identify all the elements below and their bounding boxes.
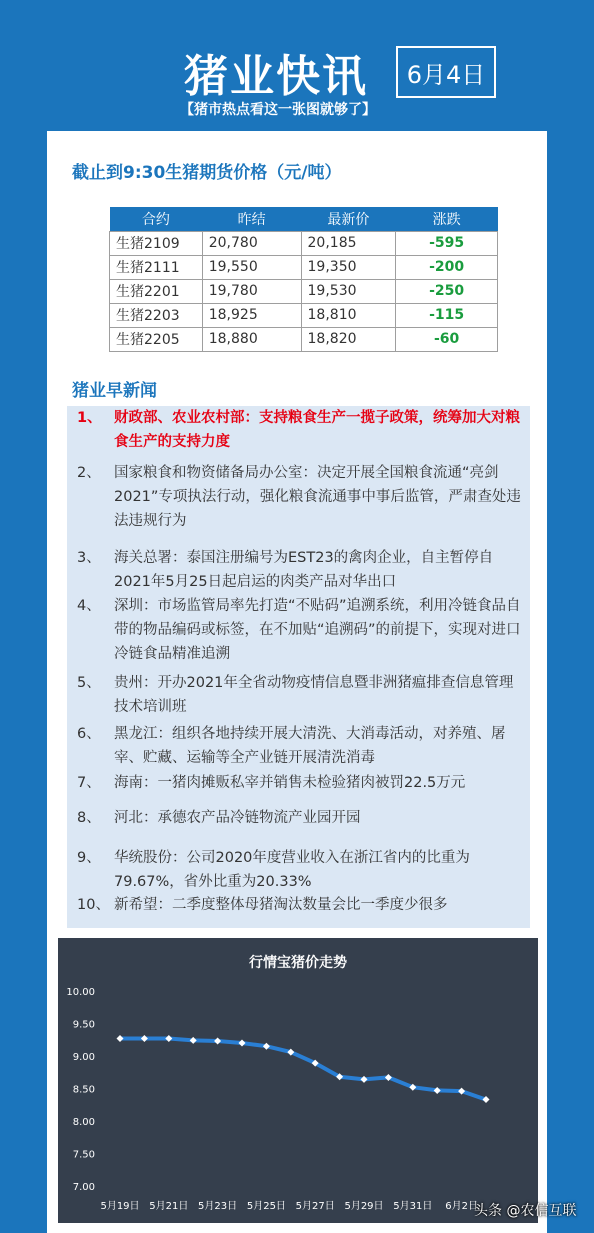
cell-latest-price: 19,530 bbox=[301, 279, 396, 303]
news-item-number: 1、 bbox=[77, 410, 102, 426]
cell-contract: 生猪2111 bbox=[110, 255, 203, 279]
data-point bbox=[361, 1076, 368, 1083]
cell-latest-price: 19,350 bbox=[301, 255, 396, 279]
y-tick-label: 7.50 bbox=[72, 1149, 95, 1161]
table-row bbox=[110, 327, 498, 351]
watermark: 头条 @农信互联 bbox=[474, 1203, 577, 1219]
cell-prev-settle: 19,550 bbox=[202, 255, 301, 279]
cell-contract: 生猪2205 bbox=[110, 327, 203, 351]
cell-prev-settle: 19,780 bbox=[202, 279, 301, 303]
news-section-title: 猪业早新闻 bbox=[72, 381, 157, 401]
news-item-number: 10、 bbox=[77, 897, 110, 913]
table-row bbox=[110, 303, 498, 327]
price-chart-svg bbox=[58, 938, 538, 1223]
news-item-number: 7、 bbox=[77, 775, 101, 791]
y-tick-label: 10.00 bbox=[66, 987, 95, 998]
news-item-number: 9、 bbox=[77, 850, 101, 866]
data-point bbox=[117, 1035, 124, 1042]
cell-prev-settle: 18,880 bbox=[202, 327, 301, 351]
cell-prev-settle: 18,925 bbox=[202, 303, 301, 327]
column-header-contract: 合约 bbox=[110, 207, 203, 231]
cell-contract: 生猪2109 bbox=[110, 231, 203, 255]
news-item bbox=[77, 671, 527, 719]
cell-change: -250 bbox=[396, 279, 498, 303]
news-list bbox=[67, 406, 530, 928]
x-tick-label: 6月2日 bbox=[445, 1201, 478, 1212]
cell-contract: 生猪2201 bbox=[110, 279, 203, 303]
news-item bbox=[77, 771, 527, 795]
column-header-latest-price: 最新价 bbox=[301, 207, 396, 231]
y-tick-label: 8.50 bbox=[72, 1084, 95, 1096]
page-subtitle: 【猪市热点看这一张图就够了】 bbox=[180, 102, 376, 118]
x-tick-label: 5月27日 bbox=[295, 1201, 335, 1212]
news-item-text: 海关总署：泰国注册编号为EST23的禽肉企业，自主暂停自2021年5月25日起启运的肉类产品对华出口 bbox=[114, 550, 494, 590]
news-item bbox=[77, 406, 527, 454]
futures-section-title: 截止到9:30生猪期货价格（元/吨） bbox=[72, 163, 342, 183]
news-item-text: 海南：一猪肉摊贩私宰并销售未检验猪肉被罚22.5万元 bbox=[114, 775, 466, 791]
column-header-prev-settle: 昨结 bbox=[202, 207, 301, 231]
news-item-text: 国家粮食和物资储备局办公室：决定开展全国粮食流通“亮剑2021”专项执法行动，强化粮食流通事中事后监管，严肃查处违法违规行为 bbox=[114, 465, 521, 529]
news-item-text: 黑龙江：组织各地持续开展大清洗、大消毒活动，对养殖、屠宰、贮藏、运输等全产业链开展清洗消毒 bbox=[114, 726, 506, 766]
table-row bbox=[110, 255, 498, 279]
cell-change: -200 bbox=[396, 255, 498, 279]
date-badge: 6月4日 bbox=[396, 46, 496, 98]
cell-contract: 生猪2203 bbox=[110, 303, 203, 327]
data-point bbox=[165, 1035, 172, 1042]
news-item bbox=[77, 846, 527, 894]
news-item-number: 3、 bbox=[77, 550, 101, 566]
x-tick-label: 5月21日 bbox=[149, 1201, 189, 1212]
cell-change: -595 bbox=[396, 231, 498, 255]
series-line bbox=[120, 1039, 486, 1100]
cell-change: -115 bbox=[396, 303, 498, 327]
table-header-row bbox=[110, 207, 498, 231]
news-item-number: 5、 bbox=[77, 675, 101, 691]
column-header-change: 涨跌 bbox=[396, 207, 498, 231]
x-tick-label: 5月29日 bbox=[344, 1201, 384, 1212]
news-item-number: 2、 bbox=[77, 465, 101, 481]
news-item bbox=[77, 546, 527, 594]
x-tick-label: 5月19日 bbox=[100, 1201, 140, 1212]
news-item-text: 河北：承德农产品冷链物流产业园开园 bbox=[114, 810, 361, 826]
news-item bbox=[77, 893, 527, 917]
news-item-number: 6、 bbox=[77, 726, 101, 742]
cell-prev-settle: 20,780 bbox=[202, 231, 301, 255]
y-tick-label: 9.00 bbox=[72, 1052, 95, 1063]
chart-title: 行情宝猪价走势 bbox=[249, 955, 347, 971]
news-item-text: 深圳：市场监管局率先打造“不贴码”追溯系统，利用冷链食品自带的物品编码或标签，在不加贴“追溯码”的前提下，实现对进口冷链食品精准追溯 bbox=[114, 598, 521, 662]
page-title: 猪业快讯 bbox=[184, 51, 368, 102]
cell-change: -60 bbox=[396, 327, 498, 351]
news-item-text: 财政部、农业农村部：支持粮食生产一揽子政策，统筹加大对粮食生产的支持力度 bbox=[114, 410, 520, 450]
y-tick-label: 8.00 bbox=[72, 1117, 95, 1128]
data-point bbox=[214, 1038, 221, 1045]
news-item bbox=[77, 806, 527, 830]
data-point bbox=[190, 1037, 197, 1044]
cell-latest-price: 18,810 bbox=[301, 303, 396, 327]
cell-latest-price: 18,820 bbox=[301, 327, 396, 351]
header bbox=[0, 0, 594, 130]
table-row bbox=[110, 279, 498, 303]
y-tick-label: 7.00 bbox=[72, 1182, 95, 1193]
x-tick-label: 5月31日 bbox=[393, 1201, 433, 1212]
news-item bbox=[77, 461, 527, 533]
cell-latest-price: 20,185 bbox=[301, 231, 396, 255]
data-point bbox=[141, 1035, 148, 1042]
news-item-text: 新希望：二季度整体母猪淘汰数量会比一季度少很多 bbox=[114, 897, 448, 913]
table-row bbox=[110, 231, 498, 255]
x-tick-label: 5月23日 bbox=[198, 1201, 238, 1212]
data-point bbox=[239, 1040, 246, 1047]
news-item-text: 贵州：开办2021年全省动物疫情信息暨非洲猪瘟排查信息管理技术培训班 bbox=[114, 675, 514, 715]
news-item-number: 8、 bbox=[77, 810, 101, 826]
futures-table bbox=[109, 207, 498, 352]
news-item bbox=[77, 722, 527, 770]
price-trend-chart bbox=[58, 938, 538, 1223]
news-item-number: 4、 bbox=[77, 598, 101, 614]
y-tick-label: 9.50 bbox=[72, 1019, 95, 1031]
data-point bbox=[434, 1087, 441, 1094]
news-item bbox=[77, 594, 527, 666]
x-tick-label: 5月25日 bbox=[246, 1201, 286, 1212]
news-item-text: 华统股份：公司2020年度营业收入在浙江省内的比重为79.67%，省外比重为20.33% bbox=[114, 850, 470, 890]
